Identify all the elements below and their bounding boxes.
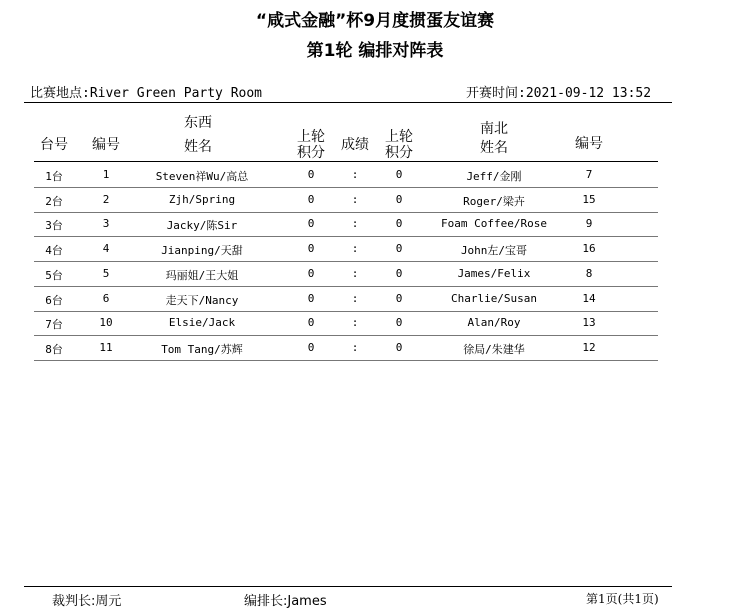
cell-ew-name: Jacky/陈Sir [166,219,238,233]
cell-ew-number: 1 [102,168,110,181]
header-prev-points-left-line2: 积分 [297,145,325,161]
header-name-right: 姓名 [480,140,508,156]
cell-score: : [351,217,359,231]
cell-score: : [351,242,359,256]
cell-score: : [351,192,359,206]
row-divider [34,261,658,262]
venue-label: 比赛地点:River Green Party Room [30,86,263,101]
cell-ns-name: Roger/梁卉 [463,194,525,208]
cell-ew-prev-points: 0 [307,340,315,354]
cell-ew-number: 10 [99,316,113,330]
row-divider [34,187,658,188]
cell-ns-prev-points: 0 [395,316,403,330]
cell-table: 3台 [45,219,63,233]
row-divider [34,286,658,287]
cell-table: 1台 [45,170,63,183]
cell-ns-prev-points: 0 [395,266,403,280]
cell-ns-number: 16 [582,242,596,256]
referee-label: 裁判长:周元 [52,594,122,609]
cell-ew-name: 玛丽姐/王大姐 [165,268,239,282]
cell-ew-prev-points: 0 [307,266,315,280]
header-table: 台号 [40,137,68,153]
cell-ns-number: 7 [585,168,593,181]
header-prev-points-left-line1: 上轮 [297,129,325,145]
cell-ns-number: 8 [585,266,593,280]
row-divider [34,360,658,361]
row-divider [34,212,658,213]
header-number-left: 编号 [92,137,120,153]
cell-score: : [351,340,359,354]
header-number-right: 编号 [575,136,603,152]
cell-ew-prev-points: 0 [307,242,315,256]
cell-table: 6台 [45,293,63,307]
cell-ns-prev-points: 0 [395,168,403,181]
row-divider [34,236,658,237]
cell-score: : [351,291,359,305]
row-divider [34,335,658,336]
cell-ns-prev-points: 0 [395,217,403,231]
cell-table: 5台 [45,268,63,282]
cell-ns-number: 9 [585,217,593,231]
header-north-south: 南北 [480,121,508,137]
header-east-west: 东西 [184,115,212,131]
cell-ew-name: Elsie/Jack [168,316,236,330]
cell-ew-number: 11 [99,340,113,354]
page-number: 第1页(共1页) [586,592,659,606]
cell-score: : [351,168,359,181]
top-rule [24,102,672,103]
header-score: 成绩 [341,137,369,153]
cell-score: : [351,316,359,330]
cell-ew-name: Tom Tang/苏辉 [161,342,243,356]
cell-ns-name: Alan/Roy [467,316,521,330]
cell-table: 7台 [45,318,63,332]
cell-ns-number: 12 [582,340,596,354]
start-time-label: 开赛时间:2021-09-12 13:52 [466,86,652,101]
document-title: “咸式金融”杯9月度掼蛋友谊赛 [255,11,495,31]
cell-ns-number: 15 [582,192,596,206]
header-rule [34,161,658,162]
cell-ew-name: Steven祥Wu/高总 [155,170,249,183]
cell-ew-prev-points: 0 [307,192,315,206]
cell-ew-number: 6 [102,291,110,305]
cell-ns-prev-points: 0 [395,291,403,305]
cell-ns-name: John左/宝哥 [460,244,528,258]
header-name-left: 姓名 [184,139,212,155]
cell-ew-prev-points: 0 [307,316,315,330]
cell-table: 4台 [45,244,63,258]
cell-ew-number: 5 [102,266,110,280]
cell-table: 2台 [45,194,63,208]
document-subtitle: 第1轮 编排对阵表 [306,41,444,61]
header-prev-points-right-line2: 积分 [385,145,413,161]
cell-ns-number: 14 [582,291,596,305]
cell-ns-number: 13 [582,316,596,330]
footer-rule [24,586,672,587]
cell-ns-prev-points: 0 [395,340,403,354]
cell-ew-name: Zjh/Spring [168,192,236,206]
cell-ns-name: Charlie/Susan [450,291,538,305]
row-divider [34,311,658,312]
cell-ns-name: James/Felix [457,266,531,280]
cell-ew-prev-points: 0 [307,217,315,231]
cell-ew-name: 走天下/Nancy [165,293,239,307]
cell-ns-prev-points: 0 [395,242,403,256]
cell-ew-number: 2 [102,192,110,206]
cell-ns-name: 徐局/朱建华 [463,342,525,356]
header-prev-points-right-line1: 上轮 [385,129,413,145]
cell-ns-name: Foam Coffee/Rose [441,217,547,231]
cell-table: 8台 [45,342,63,356]
cell-ns-prev-points: 0 [395,192,403,206]
cell-ew-name: Jianping/天甜 [161,244,243,258]
cell-ew-number: 3 [102,217,110,231]
cell-ew-prev-points: 0 [307,291,315,305]
cell-ew-prev-points: 0 [307,168,315,181]
cell-ew-number: 4 [102,242,110,256]
cell-ns-name: Jeff/金刚 [466,170,522,183]
arranger-label: 编排长:James [244,594,327,609]
cell-score: : [351,266,359,280]
